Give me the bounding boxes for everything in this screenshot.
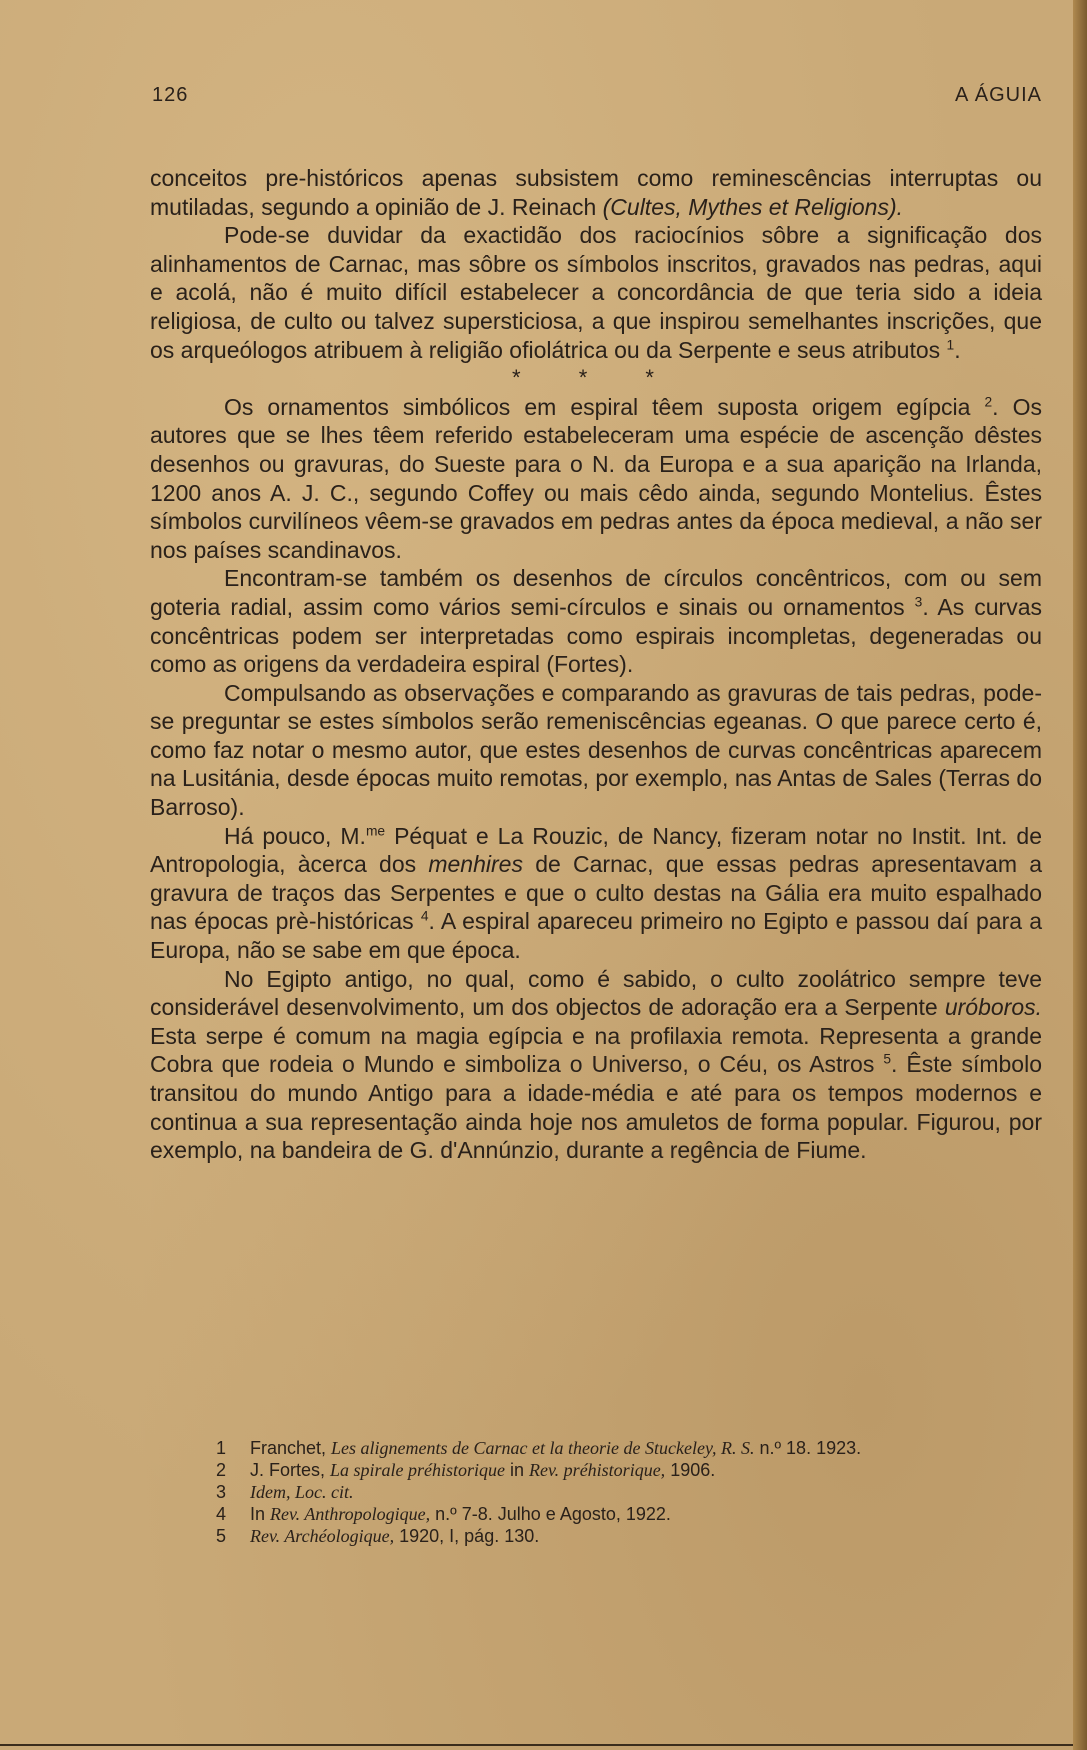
page-edge — [1073, 0, 1087, 1750]
footnote-italic: Rev. Archéologique, — [250, 1526, 395, 1546]
paragraph-7 — [150, 965, 1042, 1165]
paragraph-6-c: de Carnac, que essas pedras apresentavam a gravura de traços das Serpentes e que o culto destas na Gália era muito espalhado nas épocas prè-históricas — [150, 851, 1043, 935]
footnote-post: n.º 7-8. Julho e Agosto, 1922. — [430, 1504, 671, 1524]
footnote-number: 2 — [216, 1460, 227, 1480]
section-separator: * * * — [512, 365, 680, 391]
footnote-italic: La spirale préhistorique — [330, 1460, 506, 1480]
footnote-italic: Les alignements de Carnac et la theorie de Stuckeley, R. S. — [331, 1438, 755, 1458]
paragraph-6-b: Péquat e La Rouzic, de Nancy, fizeram notar no Instit. Int. de Antropologia, àcerca dos — [150, 822, 1042, 878]
paragraph-4-text: Encontram-se também os desenhos de círculos concêntricos, com ou sem goteria radial, assim como vários semi-círculos e sinais ou ornamentos — [150, 565, 1042, 620]
paragraph-4-end: . As curvas concêntricas podem ser interpretadas como espirais incompletas, degeneradas ou como as origens da verdadeira espiral (Fortes). — [150, 593, 1042, 678]
paragraph-6-d: . A espiral apareceu primeiro no Egipto e passou daí para a Europa, não se sabe em que época. — [150, 908, 1042, 964]
paragraph-1-text: conceitos pre-históricos apenas subsistem como reminescências interruptas ou mutiladas, segundo a opinião de J. Reinach — [150, 165, 1042, 220]
paragraph-2-end: . — [954, 336, 961, 363]
paragraph-7-b: Esta serpe é comum na magia egípcia e na profilaxia remota. Representa a grande Cobra que rodeia o Mundo e simboliza o Universo, o Céu, os Astros — [150, 1022, 1042, 1078]
footnote — [216, 1437, 1016, 1459]
footnote-pre: In — [250, 1504, 271, 1524]
paragraph-2 — [150, 221, 1042, 364]
journal-title: A ÁGUIA — [954, 84, 1042, 106]
footnote-ref-3: 3 — [914, 594, 923, 610]
footnote-post: 1906. — [665, 1460, 716, 1480]
title-abbrev-sup: me — [365, 823, 386, 838]
paragraph-4 — [150, 564, 1042, 678]
footnote-number: 5 — [216, 1526, 227, 1546]
footnote-ref-4: 4 — [420, 908, 429, 924]
paragraph-7-italic: uróboros. — [944, 994, 1042, 1021]
page-number: 126 — [152, 84, 189, 106]
body-text — [150, 164, 1042, 1165]
paragraph-6 — [150, 822, 1042, 965]
footnote-post: 1920, I, pág. 130. — [394, 1526, 540, 1546]
footnote-italic: Idem, Loc. cit. — [250, 1482, 354, 1502]
paragraph-1 — [150, 164, 1042, 221]
paragraph-2-text: Pode-se duvidar da exactidão dos raciocínios sôbre a significação dos alinhamentos de Carnac, mas sôbre os símbolos inscritos, gravados nas pedras, aqui e acolá, não é muito difícil estabelecer a concordância de que teria sido a ideia religiosa, de culto ou talvez supersticiosa, a que inspirou semelhantes inscrições, que os arqueólogos atribuem à religião ofiolátrica ou da Serpente e seus atributos — [150, 222, 1042, 363]
paragraph-3-end: . Os autores que se lhes têem referido estabeleceram uma espécie de ascenção dêstes desenhos ou gravuras, do Sueste para o N. da Europa e a sua aparição na Irlanda, 1200 anos A. J. C., segundo Coffey ou mais cêdo ainda, segundo Montelius. Êstes símbolos curvilíneos vêem-se gravados em pedras antes da época medieval, a não ser nos países scandinavos. — [150, 393, 1042, 563]
footnote-post: n.º 18. 1923. — [754, 1438, 862, 1458]
footnote-ref-5: 5 — [883, 1051, 892, 1067]
paragraph-1-citation: (Cultes, Mythes et Religions). — [602, 193, 904, 220]
running-head — [152, 84, 1042, 114]
footnote-number: 1 — [216, 1438, 227, 1458]
footnote-text — [250, 1459, 715, 1481]
bottom-rule — [0, 1744, 1073, 1746]
paragraph-5-text: Compulsando as observações e comparando as gravuras de tais pedras, pode-se preguntar se estes símbolos serão remeniscências egeanas. O que parece certo é, como faz notar o mesmo autor, que estes desenhos de curvas concêntricas aparecem na Lusitánia, desde épocas muito remotas, por exemplo, nas Antas de Sales (Terras do Barroso). — [150, 679, 1042, 821]
footnote-number: 4 — [216, 1504, 227, 1524]
footnote-ref-2: 2 — [984, 394, 993, 410]
paragraph-6-italic: menhires — [428, 851, 523, 878]
paragraph-5 — [150, 679, 1042, 822]
footnotes — [216, 1437, 1016, 1547]
footnote-ref-1: 1 — [946, 336, 955, 352]
paragraph-6-a: Há pouco, M. — [224, 822, 366, 849]
footnote-mid: in — [505, 1460, 530, 1480]
footnote-text — [250, 1503, 671, 1525]
footnote — [216, 1459, 1016, 1481]
footnote-pre: J. Fortes, — [250, 1460, 331, 1480]
paragraph-3-text: Os ornamentos simbólicos em espiral têem suposta origem egípcia — [224, 393, 985, 420]
footnote-text — [250, 1525, 539, 1547]
footnote-number: 3 — [216, 1482, 227, 1502]
paragraph-3 — [150, 393, 1042, 565]
footnote-text — [250, 1437, 861, 1459]
footnote-pre: Franchet, — [250, 1438, 332, 1458]
paragraph-7-c: . Êste símbolo transitou do mundo Antigo para a idade-média e até para os tempos modernos e continua a sua representação ainda hoje nos amuletos de forma popular. Figurou, por exemplo, na bandeira de G. d'Annúnzio, durante a regência de Fiume. — [150, 1051, 1042, 1164]
footnote — [216, 1525, 1016, 1547]
footnote-italic: Rev. Anthropologique, — [270, 1504, 431, 1524]
footnote — [216, 1481, 1016, 1503]
footnote-text — [250, 1481, 353, 1503]
footnote — [216, 1503, 1016, 1525]
paragraph-7-a: No Egipto antigo, no qual, como é sabido, o culto zoolátrico sempre teve considerável desenvolvimento, um dos objectos de adoração era a Serpente — [150, 965, 1042, 1021]
footnote-italic-2: Rev. préhistorique, — [529, 1460, 666, 1480]
